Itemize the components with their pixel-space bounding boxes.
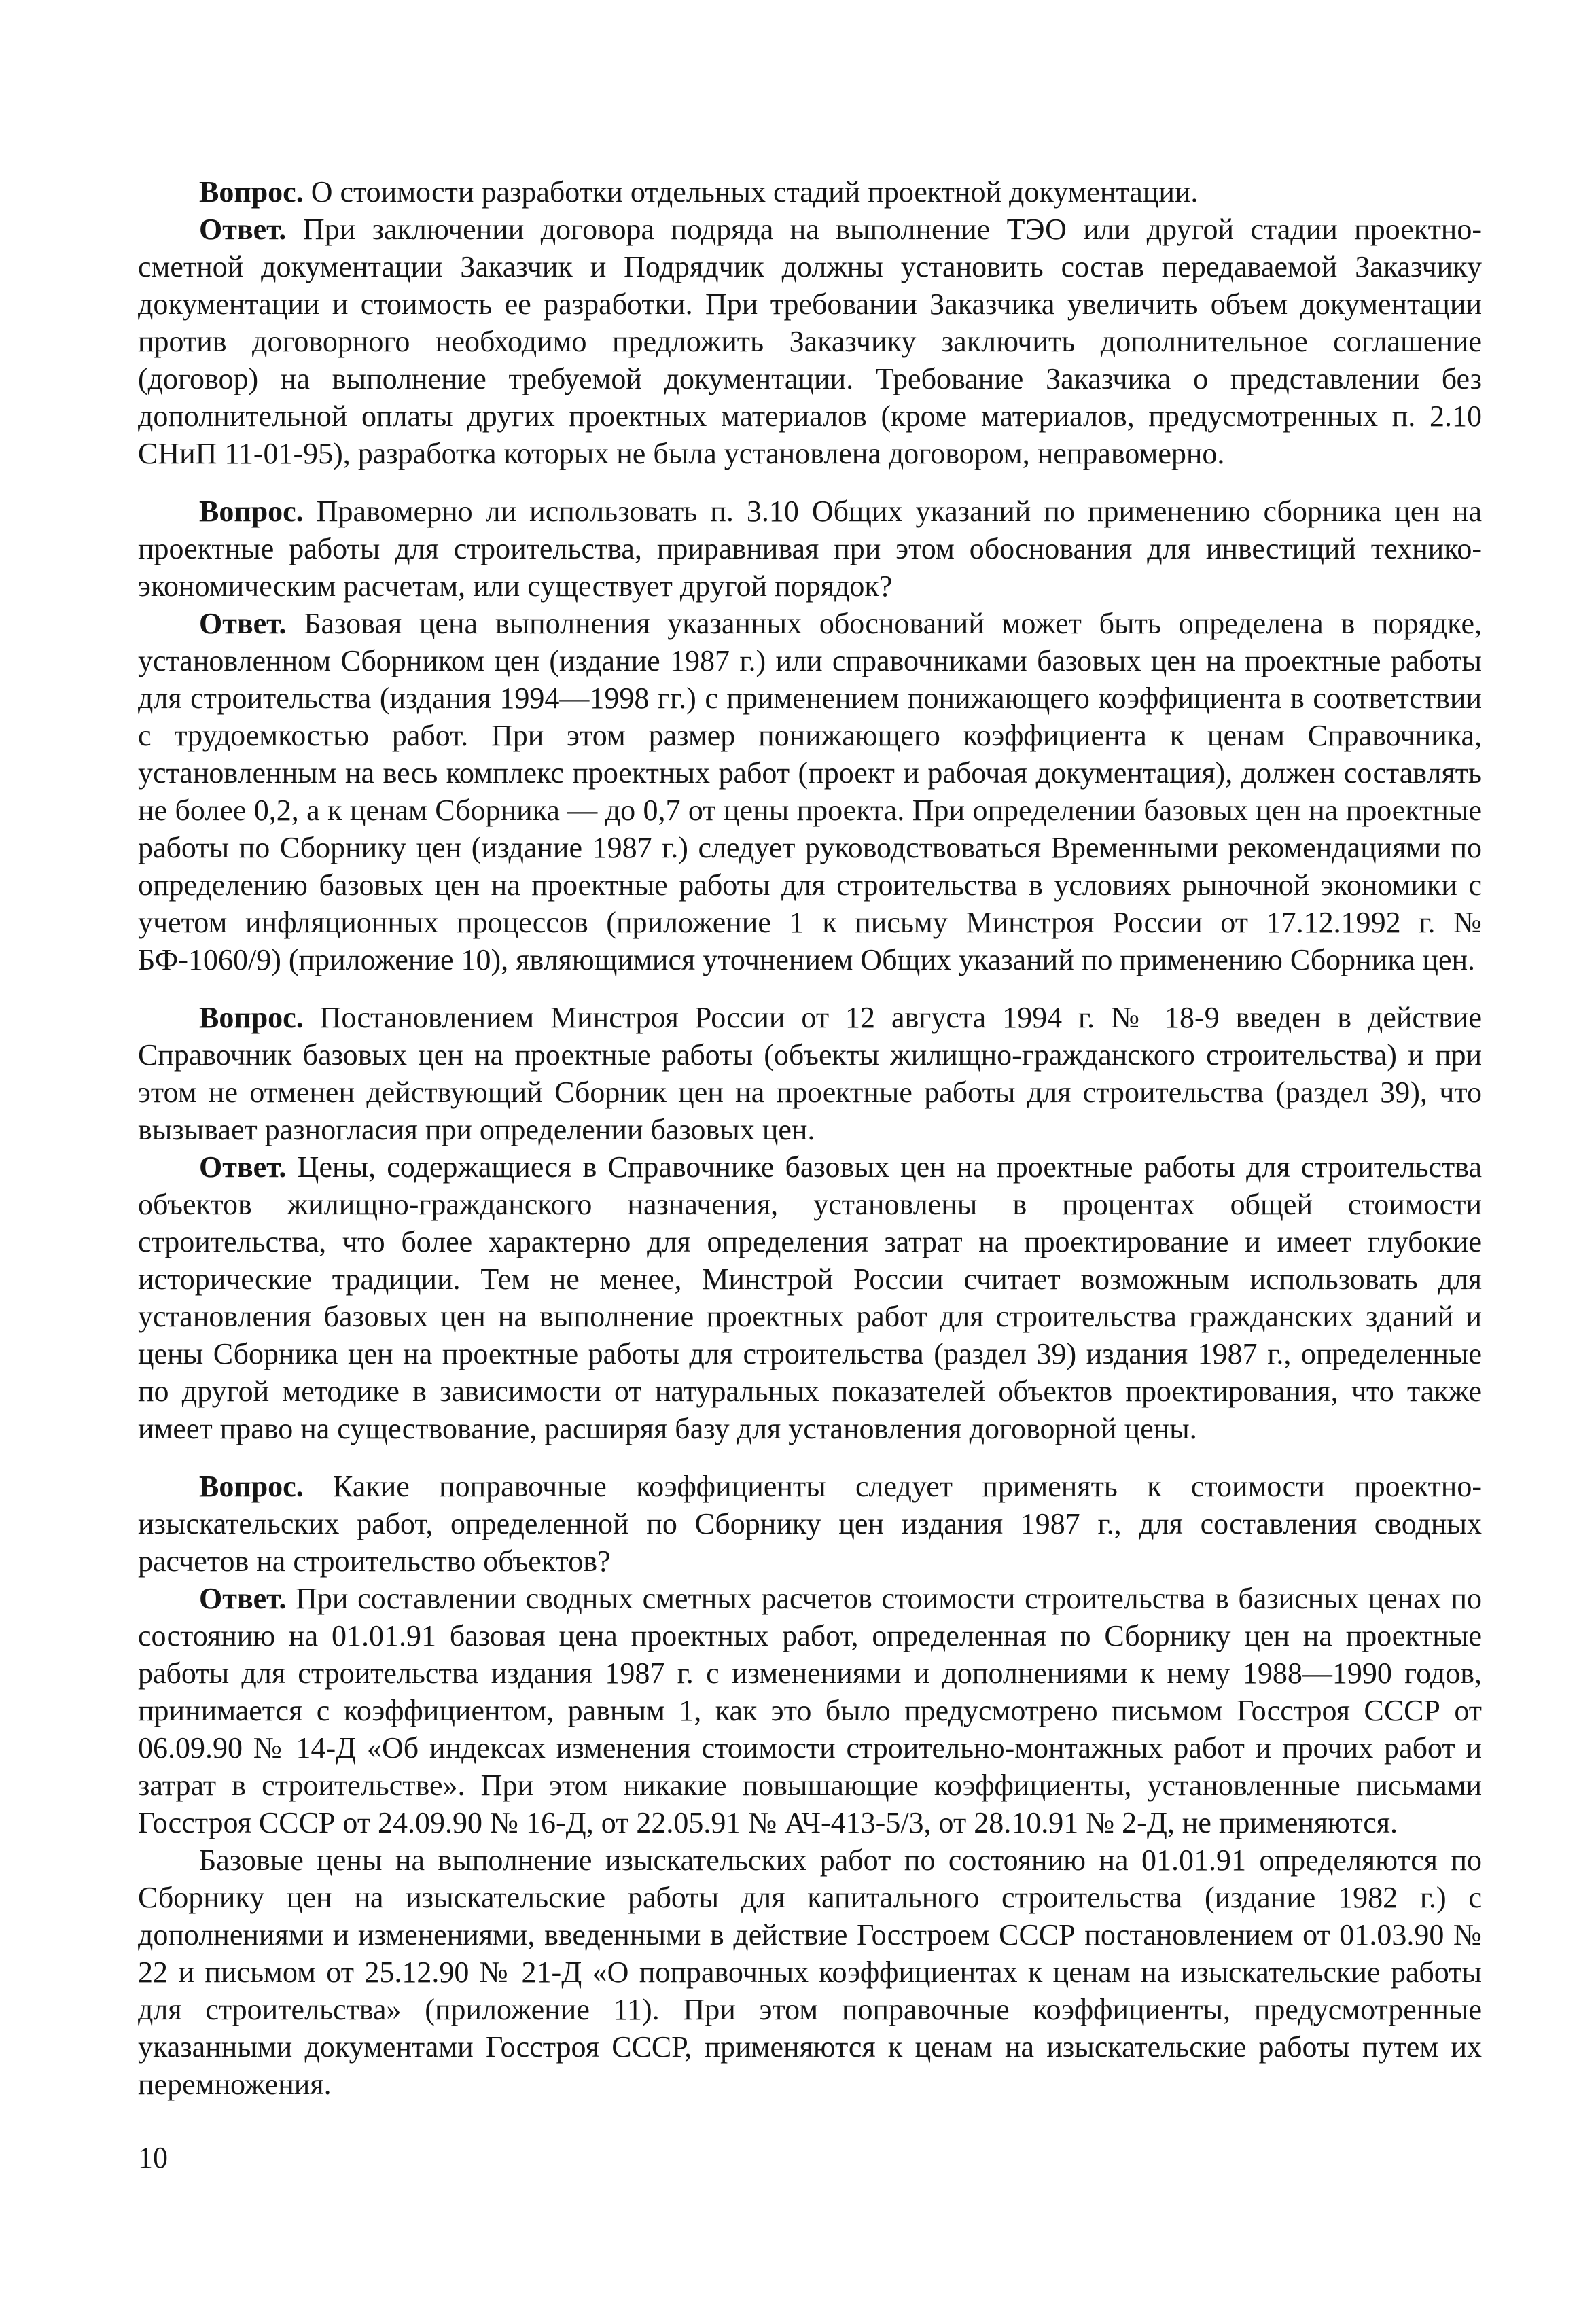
question-text: Какие поправочные коэффициенты следует применять к стоимости проектно-изыскательских работ, определенной по Сборнику цен издания 1987 г., для составления сводных расчетов на строительство объектов? xyxy=(138,1470,1482,1578)
question-paragraph xyxy=(138,173,1482,211)
answer-label: Ответ. xyxy=(199,1150,287,1184)
question-paragraph xyxy=(138,999,1482,1148)
answer-paragraph xyxy=(138,1580,1482,1841)
answer-text: Базовая цена выполнения указанных обоснований может быть определена в порядке, установленном Сборником цен (издание 1987 г.) или справочниками базовых цен на проектные работы для строительства (издания 1994—1998 гг.) с применением понижающего коэффициента в соответствии с трудоемкостью работ. При этом размер понижающего коэффициента к ценам Справочника, установленным на весь комплекс проектных работ (проект и рабочая документация), должен составлять не более 0,2, а к ценам Сборника — до 0,7 от цены проекта. При определении базовых цен на проектные работы по Сборнику цен (издание 1987 г.) следует руководствоваться Временными рекомендациями по определению базовых цен на проектные работы для строительства в условиях рыночной экономики с учетом инфляционных процессов (приложение 1 к письму Минстроя России от 17.12.1992 г. № БФ-1060/9) (приложение 10), являющимися уточнением Общих указаний по применению Сборника цен. xyxy=(138,607,1482,976)
question-label: Вопрос. xyxy=(199,1470,304,1503)
question-text: Постановлением Минстроя России от 12 августа 1994 г. № 18-9 введен в действие Справочник базовых цен на проектные работы (объекты жилищно-гражданского строительства) и при этом не отменен действующий Сборник цен на проектные работы для строительства (раздел 39), что вызывает разногласия при определении базовых цен. xyxy=(138,1001,1482,1146)
answer-label: Ответ. xyxy=(199,1582,287,1615)
page-number: 10 xyxy=(138,2141,168,2174)
answer-text: При заключении договора подряда на выполнение ТЭО или другой стадии проектно-сметной документации Заказчик и Подрядчик должны установить состав передаваемой Заказчику документации и стоимость ее разработки. При требовании Заказчика увеличить объем документации против договорного необходимо предложить Заказчику заключить дополнительное соглашение (договор) на выполнение требуемой документации. Требование Заказчика о представлении без дополнительной оплаты других проектных материалов (кроме материалов, предусмотренных п. 2.10 СНиП 11-01-95), разработка которых не была установлена договором, неправомерно. xyxy=(138,213,1483,470)
answer-label: Ответ. xyxy=(199,607,287,640)
answer-label: Ответ. xyxy=(199,213,287,246)
question-paragraph xyxy=(138,493,1482,605)
answer-text: При составлении сводных сметных расчетов стоимости строительства в базисных ценах по состоянию на 01.01.91 базовая цена проектных работ, определенная по Сборнику цен на проектные работы для строительства издания 1987 г. с изменениями и дополнениями к нему 1988—1990 годов, принимается с коэффициентом, равным 1, как это было предусмотрено письмом Госстроя СССР от 06.09.90 № 14-Д «Об индексах изменения стоимости строительно-монтажных работ и прочих работ и затрат в строительстве». При этом никакие повышающие коэффициенты, установленные письмами Госстроя СССР от 24.09.90 № 16-Д, от 22.05.91 № АЧ-413-5/3, от 28.10.91 № 2-Д, не применяются. xyxy=(138,1582,1483,1839)
question-label: Вопрос. xyxy=(199,495,304,528)
question-text: О стоимости разработки отдельных стадий проектной документации. xyxy=(311,175,1199,209)
answer-text: Цены, содержащиеся в Справочнике базовых цен на проектные работы для строительства объектов жилищно-гражданского назначения, установлены в процентах общей стоимости строительства, что более характерно для определения затрат на проектирование и имеет глубокие исторические традиции. Тем не менее, Минстрой России считает возможным использовать для установления базовых цен на выполнение проектных работ для строительства гражданских зданий и цены Сборника цен на проектные работы для строительства (раздел 39) издания 1987 г., определенные по другой методике в зависимости от натуральных показателей объектов проектирования, что также имеет право на существование, расширяя базу для установления договорной цены. xyxy=(138,1150,1483,1445)
question-label: Вопрос. xyxy=(199,1001,304,1034)
question-paragraph xyxy=(138,1468,1482,1580)
body-paragraph: Базовые цены на выполнение изыскательских работ по состоянию на 01.01.91 определяются по Сборнику цен на изыскательские работы для капитального строительства (издание 1982 г.) с дополнениями и изменениями, введенными в действие Госстроем СССР постановлением от 01.03.90 № 22 и письмом от 25.12.90 № 21-Д «О поправочных коэффициентах к ценам на изыскательские работы для строительства» (приложение 11). При этом поправочные коэффициенты, предусмотренные указанными документами Госстроя СССР, применяются к ценам на изыскательские работы путем их перемножения. xyxy=(138,1843,1482,2101)
answer-paragraph xyxy=(138,1148,1482,1447)
question-label: Вопрос. xyxy=(199,175,304,209)
answer-paragraph xyxy=(138,605,1482,978)
answer-paragraph xyxy=(138,211,1482,472)
document-page xyxy=(138,173,1482,2103)
question-text: Правомерно ли использовать п. 3.10 Общих указаний по применению сборника цен на проектные работы для строительства, приравнивая при этом обоснования для инвестиций технико-экономическим расчетам, или существует другой порядок? xyxy=(138,495,1483,603)
